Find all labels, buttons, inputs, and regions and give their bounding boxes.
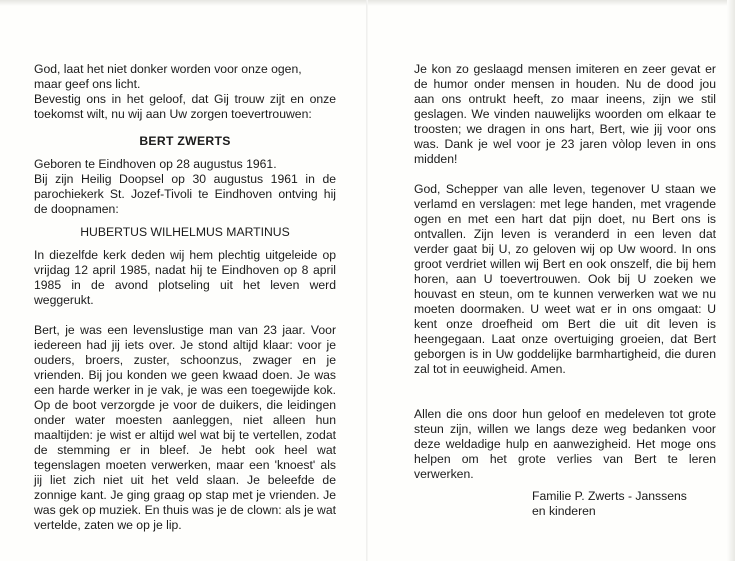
- paragraph-gap: [414, 392, 716, 407]
- family-signature: [532, 489, 687, 519]
- baptism-names: HUBERTUS WILHELMUS MARTINUS: [80, 225, 290, 239]
- left-column: [34, 62, 336, 533]
- card-fold: [366, 0, 368, 561]
- intro-line-1: God, laat het niet donker worden voor onze ogen,: [34, 62, 302, 76]
- right-column: [414, 62, 716, 482]
- prayer-text: God, Schepper van alle leven, tegenover U staan we verlamd en verslagen: met lege handen, met vragende ogen en met een hart dat pijn doet, nu Bert ons is ontvallen. Zijn leven is veranderd in een leven dat verder gaat bij U, zo geloven wij op Uw woord. In ons groot verdriet willen wij Bert en ook onszelf, die bij hem horen, aan U toevertrouwen. Ook bij U zoeken we houvast en steun, om te kunnen verwerken wat we nu moeten doormaken. U weet wat er in ons omgaat: U kent onze droefheid om Bert die uit dit leven is heengegaan. Laat onze overtuiging groeien, dat Bert geborgen is in Uw goddelijke barmhartigheid, die duren zal tot in eeuwigheid. Amen.: [414, 182, 716, 376]
- deceased-name: BERT ZWERTS: [139, 134, 231, 148]
- intro-line-3: Bevestig ons in het geloof, dat Gij trouw zijt en onze toekomst wilt, nu wij aan Uw zorgen toevertrouwen:: [34, 92, 336, 121]
- paragraph-gap: [414, 377, 716, 392]
- tribute-text: Bert, je was een levenslustige man van 23 jaar. Voor iedereen had jij iets over. Je stond altijd klaar: voor je ouders, broers, zuster, schoonzus, zwager en je vrienden. Bij jou konden we geen kwaad doen. Je was een harde werker in je vak, je was een toegewijde kok. Op de boot verzorgde je voor de duikers, die leidingen onder water moesten aanleggen, niet alleen hun maaltijden: je wist er altijd wel wat bij te vertellen, zodat de stemming er in bleef. Je hebt ook heel wat tegenslagen moeten verwerken, maar een 'knoest' als jij liet zich niet uit het veld slaan. Je beleefde de zonnige kant. Je ging graag op stap met je vrienden. Je was gek op muziek. En thuis was je de clown: als je wat vertelde, zaten we op je lip.: [34, 323, 336, 532]
- paragraph-gap: [34, 308, 336, 323]
- intro-line-2: maar geef ons licht.: [34, 77, 141, 91]
- signature-line-1: Familie P. Zwerts - Janssens: [532, 489, 687, 503]
- signature-line-2: en kinderen: [532, 504, 596, 518]
- humor-text: Je kon zo geslaagd mensen imiteren en zeer gevat er de humor onder mensen in houden. Nu de dood jou aan ons ontrukt heeft, zo maar ineens, zijn we stil geslagen. We vinden nauwelijks woorden om elkaar te troosten; we dragen in ons hart, Bert, wie jij voor ons was. Dank je wel voor je 23 jaren vòlop leven in ons midden!: [414, 62, 716, 166]
- card-right-edge: [727, 0, 735, 561]
- birth-text: Geboren te Eindhoven op 28 augustus 1961.: [34, 157, 277, 171]
- paragraph-gap: [414, 167, 716, 182]
- thanks-text: Allen die ons door hun geloof en medeleven tot grote steun zijn, willen we langs deze weg bedanken voor deze weldadige hulp en aanwezigheid. Het moge ons helpen om het grote verlies van Bert te leren verwerken.: [414, 407, 716, 481]
- baptism-text: Bij zijn Heilig Doopsel op 30 augustus 1961 in de parochiekerk St. Jozef-Tivoli te Eindhoven ontving hij de doopnamen:: [34, 172, 336, 216]
- funeral-text: In diezelfde kerk deden wij hem plechtig uitgeleide op vrijdag 12 april 1985, nadat hij te Eindhoven op 8 april 1985 in de avond plotseling uit het leven werd weggerukt.: [34, 248, 336, 307]
